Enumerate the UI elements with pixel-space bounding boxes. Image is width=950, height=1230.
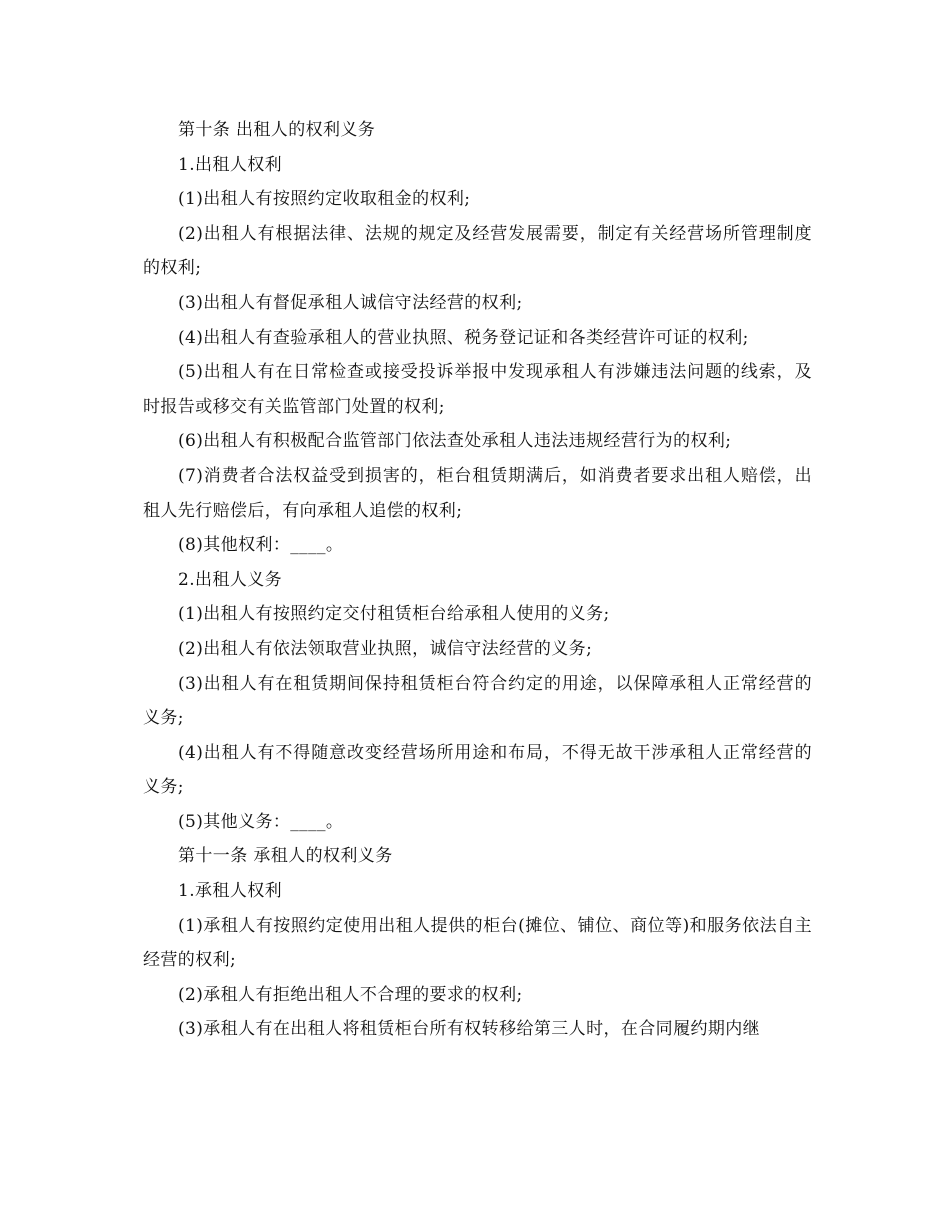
article-11-heading: 第十一条 承租人的权利义务: [178, 846, 393, 867]
lessee-right-1: (1)承租人有按照约定使用出租人提供的柜台(摊位、铺位、商位等)和服务依法自主经营的权利;: [143, 915, 812, 971]
lessor-right-4: (4)出租人有查验承租人的营业执照、税务登记证和各类经营许可证的权利;: [178, 327, 749, 348]
lessee-rights-subheading: 1.承租人权利: [178, 881, 283, 902]
lessor-right-3: (3)出租人有督促承租人诚信守法经营的权利;: [178, 292, 523, 313]
lessor-duty-1: (1)出租人有按照约定交付租赁柜台给承租人使用的义务;: [178, 604, 610, 625]
lessor-right-8: (8)其他权利：____。: [178, 535, 344, 556]
lessor-duty-5: (5)其他义务：____。: [178, 811, 344, 832]
lessor-rights-subheading: 1.出租人权利: [178, 154, 283, 175]
lessor-duties-subheading: 2.出租人义务: [178, 569, 283, 590]
lessor-right-2: (2)出租人有根据法律、法规的规定及经营发展需要，制定有关经营场所管理制度的权利;: [143, 223, 812, 279]
article-10-heading: 第十条 出租人的权利义务: [178, 120, 376, 140]
lessor-duty-2: (2)出租人有依法领取营业执照，诚信守法经营的义务;: [178, 638, 593, 659]
lessor-right-1: (1)出租人有按照约定收取租金的权利;: [178, 189, 471, 210]
lessor-duty-4: (4)出租人有不得随意改变经营场所用途和布局，不得无故干涉承租人正常经营的义务;: [143, 742, 812, 798]
lessee-right-3: (3)承租人有在出租人将租赁柜台所有权转移给第三人时，在合同履约期内继: [178, 1019, 761, 1040]
lessor-right-7: (7)消费者合法权益受到损害的，柜台租赁期满后，如消费者要求出租人赔偿，出租人先行赔偿后，有向承租人追偿的权利;: [143, 465, 812, 521]
lessor-right-5: (5)出租人有在日常检查或接受投诉举报中发现承租人有涉嫌违法问题的线索，及时报告或移交有关监管部门处置的权利;: [143, 362, 812, 417]
lessor-duty-3: (3)出租人有在租赁期间保持租赁柜台符合约定的用途，以保障承租人正常经营的义务;: [143, 673, 812, 729]
lessee-right-2: (2)承租人有拒绝出租人不合理的要求的权利;: [178, 984, 523, 1005]
lessor-right-6: (6)出租人有积极配合监管部门依法查处承租人违法违规经营行为的权利;: [178, 431, 732, 452]
